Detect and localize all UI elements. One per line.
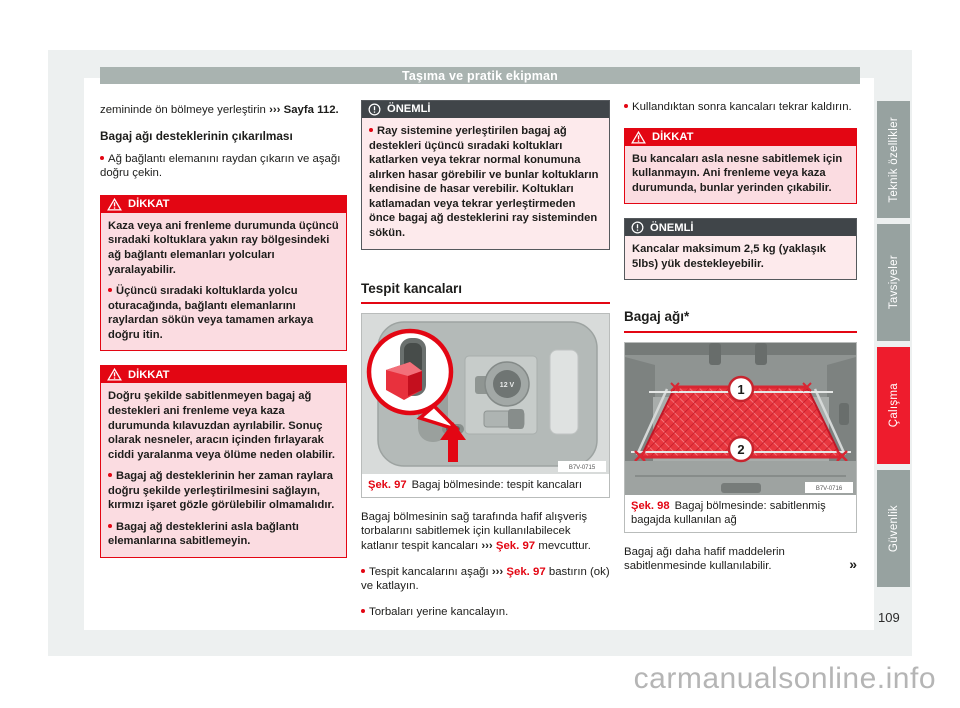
bullet-icon [361, 569, 365, 573]
tab-guvenlik[interactable]: Güvenlik [877, 470, 910, 587]
bullet-item: Ağ bağlantı elemanını raydan çıkarın ve aşağı doğru çekin. [100, 152, 341, 180]
caution-box-header [625, 129, 856, 146]
intro-text: zemininde ön bölmeye yerleştirin [100, 104, 266, 116]
figure-label: Şek. 98 [631, 499, 670, 512]
svg-text:1: 1 [737, 381, 745, 397]
important-box-2 [624, 218, 857, 280]
tab-tavsiyeler[interactable]: Tavsiyeler [877, 224, 910, 341]
figure-reference[interactable]: Şek. 97 [495, 539, 536, 552]
caution-box-body: Kaza veya ani frenleme durumunda üçüncü sıradaki koltuklara yakın ray bölgesindeki ağ bağlantı elemanları yolcuları yaralayabilir. Üçüncü sıradaki koltuklarda yolcu oturacağında, bağlantı elemanlarını raylardan sökün veya tamamen arkaya doğru itin. [108, 219, 339, 341]
figure-97-caption: Şek. 97 Bagaj bölmesinde: tespit kancaları [368, 478, 582, 491]
section-title-hooks: Tespit kancaları [361, 280, 610, 304]
caution-box-body: Doğru şekilde sabitlenmeyen bagaj ağ destekleri ani frenleme veya kaza durumunda kılavuzdan ayrılabilir. Sonuç olarak nesneler, aracın içinden fırlayarak ciddi yaralanma veya ölüme neden olabilir. Bagaj ağ desteklerinin her zaman raylara doğru şekilde yerleştirilmesini sağlayın, kırmızı işaret gözle görülebilir olmamalıdır. Bagaj ağ desteklerini asla bağlantı elemanlarına sabitlemeyin. [108, 390, 335, 548]
bullet-icon [369, 128, 373, 132]
caution-box-3 [624, 128, 857, 205]
figure-label: Şek. 97 [368, 478, 407, 491]
figure-reference[interactable]: Şek. 97 [506, 565, 546, 578]
warning-icon [107, 198, 122, 211]
bullet-icon [361, 609, 365, 613]
chapter-header [100, 67, 860, 84]
important-box-header [362, 101, 609, 118]
caution-box-2 [100, 365, 347, 558]
svg-text:B7V-0716: B7V-0716 [815, 485, 843, 492]
bullet-icon [108, 473, 112, 477]
chapter-title: Taşıma ve pratik ekipman [401, 68, 559, 83]
figure-98 [624, 342, 857, 533]
column-middle [361, 100, 610, 630]
subheading-net-removal: Bagaj ağı desteklerinin çıkarılması [100, 128, 293, 143]
important-icon [368, 103, 381, 116]
warning-icon [631, 131, 646, 144]
caution-box-header [101, 196, 346, 213]
page-number: 109 [878, 610, 900, 625]
figure-97 [361, 313, 610, 498]
continuation-marker: » [849, 555, 857, 572]
bullet-item: Kullandıktan sonra kancaları tekrar kaldırın. [624, 100, 857, 115]
svg-text:12 V: 12 V [499, 381, 515, 389]
caution-label: DİKKAT [128, 368, 170, 381]
caution-label: DİKKAT [128, 198, 170, 211]
important-label: ÖNEMLİ [387, 103, 431, 116]
column-right [624, 100, 857, 574]
figure-98-caption: Şek. 98 Bagaj bölmesinde: sabitlenmiş bagajda kullanılan ağ [631, 499, 826, 526]
important-box-1 [361, 100, 610, 250]
warning-icon [107, 368, 122, 381]
net-usage-paragraph: Bagaj ağı daha hafif maddelerin sabitlenmesinde kullanılabilir. » [624, 545, 857, 573]
figure-98-image [625, 343, 856, 495]
tab-teknik-ozellikler[interactable]: Teknik özellikler [877, 101, 910, 218]
caution-label: DİKKAT [652, 130, 694, 143]
bullet-icon [108, 524, 112, 528]
site-watermark: carmanualsonline.info [633, 662, 936, 695]
important-icon [631, 221, 644, 234]
svg-text:B7V-0715: B7V-0715 [568, 464, 596, 471]
important-box-body: Kancalar maksimum 2,5 kg (yaklaşık 5lbs) yük destekleyebilir. [632, 243, 827, 270]
caution-box-header [101, 366, 346, 383]
bullet-icon [624, 104, 628, 108]
bullet-icon [100, 156, 104, 160]
caution-box-1 [100, 195, 347, 352]
figure-97-image [362, 314, 609, 474]
manual-scan-page [48, 50, 912, 656]
hooks-paragraph: Bagaj bölmesinin sağ tarafında hafif alışveriş torbalarını sabitlemek için kullanılabilecek katlanır tespit kancaları ››› Şek. 97 mevcuttur. [361, 510, 591, 552]
caution-box-body: Bu kancaları asla nesne sabitlemek için kullanmayın. Ani frenleme veya kaza durumunda, bunlar yerinden çıkabilir. [632, 152, 843, 194]
column-left [100, 103, 347, 572]
tab-calisma[interactable]: Çalışma [877, 347, 910, 464]
page-reference[interactable]: ››› Sayfa 112. [269, 104, 339, 116]
intro-paragraph [100, 103, 347, 118]
bullet-item: Torbaları yerine kancalayın. [361, 605, 610, 620]
important-label: ÖNEMLİ [650, 221, 694, 234]
important-box-header [625, 219, 856, 236]
important-box-body: Ray sistemine yerleştirilen bagaj ağ destekleri üçüncü sıradaki koltukları katlarken veya tekrar normal konumuna alırken hasar görebilir ve bunlar koltukların kendisine de hasar verebilir. Koltukları katlamadan veya tekrar yerleştirmeden önce bagaj ağ desteklerini ray sisteminden sökün. [369, 125, 599, 239]
svg-text:2: 2 [737, 441, 745, 457]
bullet-icon [108, 288, 112, 292]
bullet-item: Tespit kancalarını aşağı ››› Şek. 97 bastırın (ok) ve katlayın. [361, 565, 610, 593]
section-title-net: Bagaj ağı* [624, 308, 857, 332]
